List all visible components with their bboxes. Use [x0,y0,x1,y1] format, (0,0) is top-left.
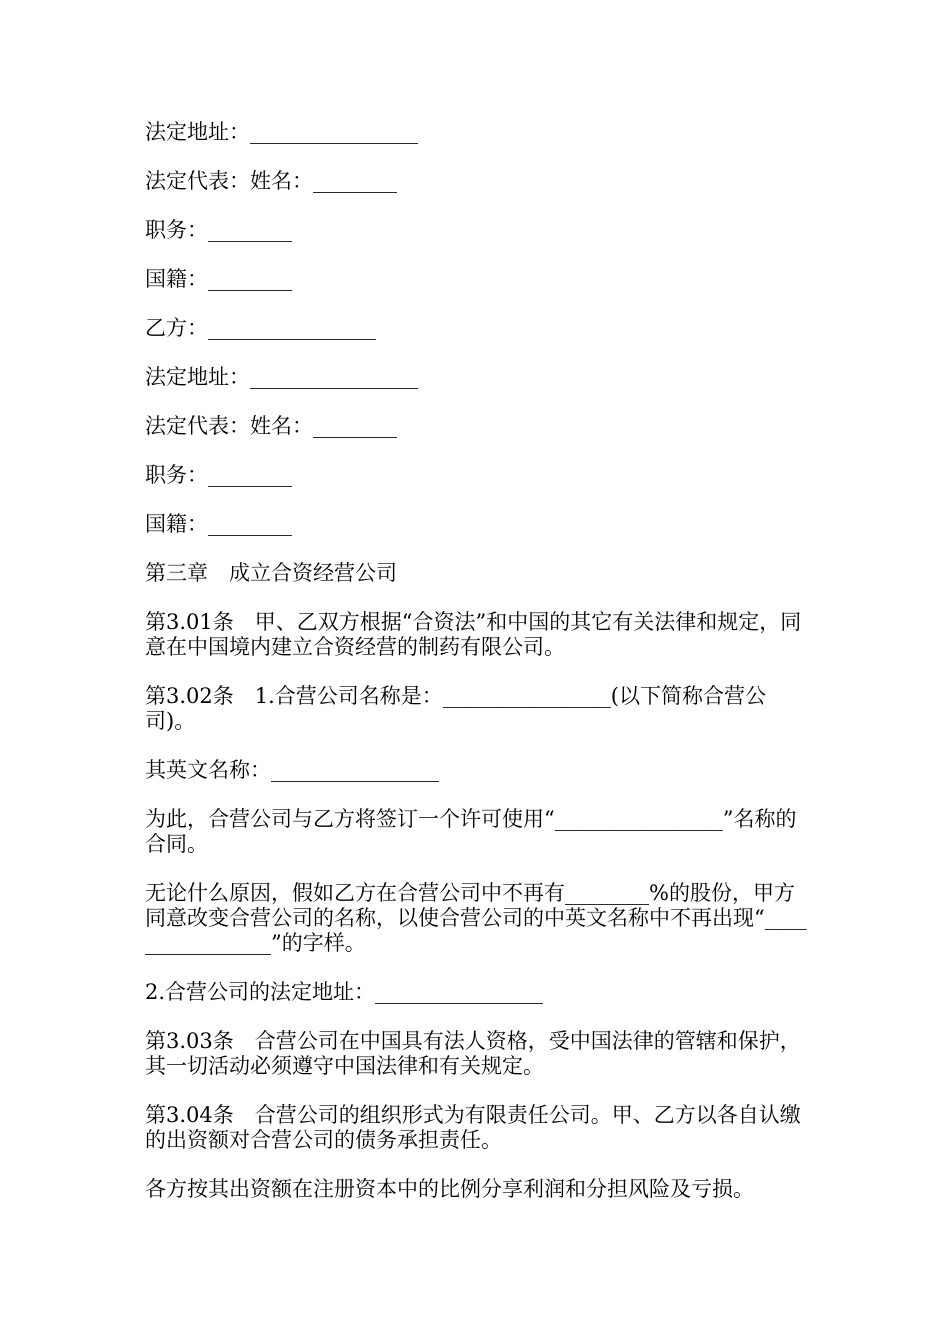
party-a-legal-representative: 法定代表：姓名：________ [145,169,397,193]
article-3-02: 第3.02条 1.合营公司名称是：________________(以下简称合营公司)。 [145,684,766,733]
name-change-paragraph: 无论什么原因，假如乙方在合营公司中不再有________%的股份，甲方同意改变合营公司的名称，以使合营公司的中英文名称中不再出现“________________”的字样。 [145,881,807,955]
chapter-3-heading: 第三章 成立合资经营公司 [145,561,397,585]
english-name-line: 其英文名称：________________ [145,758,439,782]
party-a-legal-address: 法定地址：________________ [145,120,418,144]
article-3-01: 第3.01条 甲、乙双方根据“合资法”和中国的其它有关法律和规定，同意在中国境内建立合资经营的制药有限公司。 [145,610,802,659]
party-b-legal-representative: 法定代表：姓名：________ [145,414,397,438]
party-b-legal-address: 法定地址：________________ [145,365,418,389]
party-b-position: 职务：________ [145,463,292,487]
article-3-03: 第3.03条 合营公司在中国具有法人资格，受中国法律的管辖和保护，其一切活动必须遵守中国法律和有关规定。 [145,1029,801,1078]
document-page [145,120,807,1226]
license-contract-paragraph: 为此，合营公司与乙方将签订一个许可使用“________________”名称的合同。 [145,807,797,856]
profit-sharing-paragraph: 各方按其出资额在注册资本中的比例分享利润和分担风险及亏损。 [145,1177,754,1201]
jv-legal-address: 2.合营公司的法定地址：________________ [145,980,544,1004]
party-b-nationality: 国籍：________ [145,512,292,536]
article-3-04: 第3.04条 合营公司的组织形式为有限责任公司。甲、乙方以各自认缴的出资额对合营公司的债务承担责任。 [145,1103,801,1152]
party-b-name: 乙方：________________ [145,316,376,340]
party-a-position: 职务：________ [145,218,292,242]
party-a-nationality: 国籍：________ [145,267,292,291]
